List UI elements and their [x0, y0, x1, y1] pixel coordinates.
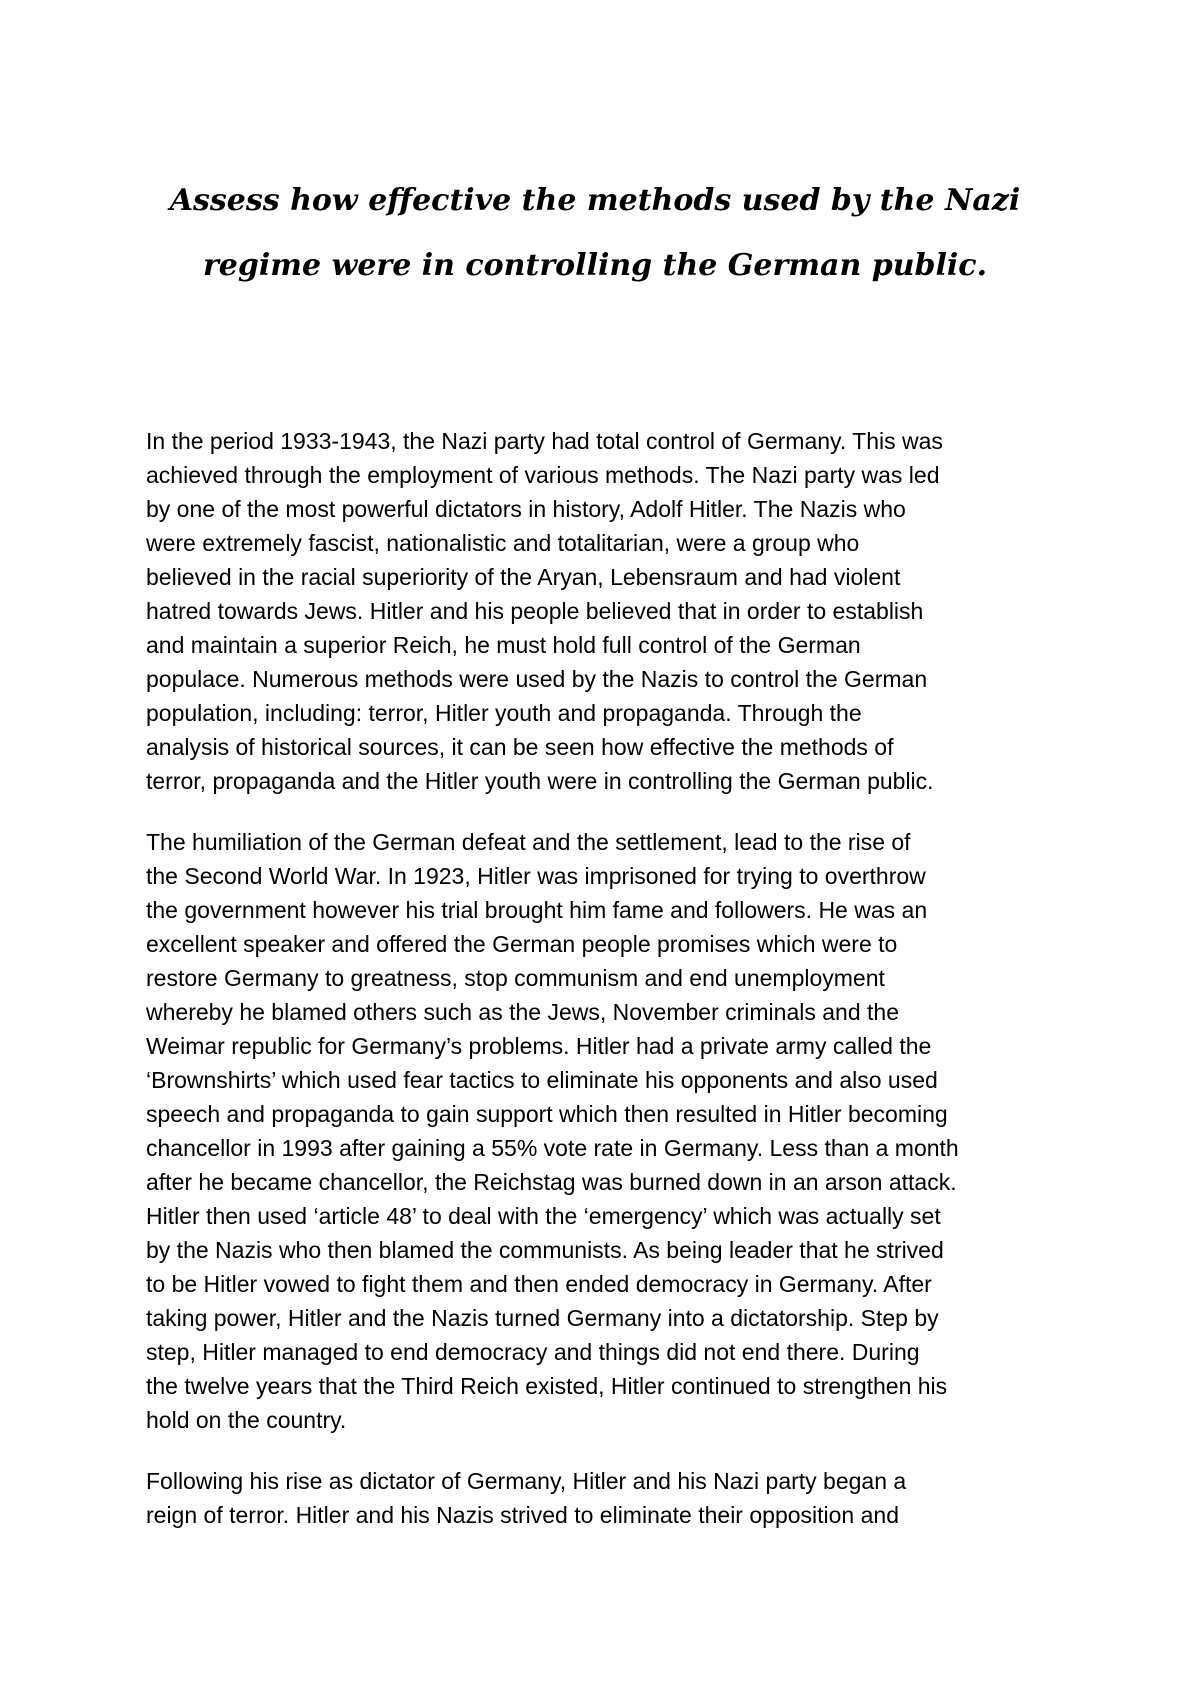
text-line: step, Hitler managed to end democracy and things did not end there. During: [146, 1339, 920, 1365]
text-line: whereby he blamed others such as the Jews, November criminals and the: [146, 999, 899, 1025]
essay-title: [145, 168, 1045, 298]
text-line: after he became chancellor, the Reichstag was burned down in an arson attack.: [146, 1169, 957, 1195]
text-line: by one of the most powerful dictators in history, Adolf Hitler. The Nazis who: [146, 496, 906, 522]
text-line: and maintain a superior Reich, he must hold full control of the German: [146, 632, 861, 658]
text-line: the government however his trial brought him fame and followers. He was an: [146, 897, 928, 923]
text-line: excellent speaker and offered the German people promises which were to: [146, 931, 898, 957]
text-line: terror, propaganda and the Hitler youth were in controlling the German public.: [146, 768, 934, 794]
text-line: were extremely fascist, nationalistic and totalitarian, were a group who: [146, 530, 860, 556]
text-line: achieved through the employment of various methods. The Nazi party was led: [146, 462, 940, 488]
text-line: the twelve years that the Third Reich existed, Hitler continued to strengthen his: [146, 1373, 948, 1399]
text-line: Hitler then used ‘article 48’ to deal with the ‘emergency’ which was actually set: [146, 1203, 941, 1229]
text-line: The humiliation of the German defeat and the settlement, lead to the rise of: [146, 829, 911, 855]
text-line: restore Germany to greatness, stop communism and end unemployment: [146, 965, 885, 991]
text-line: reign of terror. Hitler and his Nazis strived to eliminate their opposition and: [146, 1502, 899, 1528]
text-line: speech and propaganda to gain support which then resulted in Hitler becoming: [146, 1101, 948, 1127]
text-line: hatred towards Jews. Hitler and his people believed that in order to establish: [146, 598, 924, 624]
text-line: by the Nazis who then blamed the communists. As being leader that he strived: [146, 1237, 944, 1263]
text-line: to be Hitler vowed to fight them and then ended democracy in Germany. After: [146, 1271, 932, 1297]
paragraph-introduction: [146, 424, 1086, 798]
text-line: In the period 1933-1943, the Nazi party had total control of Germany. This was: [146, 428, 943, 454]
text-line: chancellor in 1993 after gaining a 55% vote rate in Germany. Less than a month: [146, 1135, 959, 1161]
essay-title-line: regime were in controlling the German public.: [202, 248, 988, 283]
text-line: hold on the country.: [146, 1407, 347, 1433]
text-line: population, including: terror, Hitler youth and propaganda. Through the: [146, 700, 862, 726]
text-line: populace. Numerous methods were used by the Nazis to control the German: [146, 666, 928, 692]
text-line: believed in the racial superiority of the Aryan, Lebensraum and had violent: [146, 564, 901, 590]
text-line: analysis of historical sources, it can be seen how effective the methods of: [146, 734, 894, 760]
text-line: ‘Brownshirts’ which used fear tactics to eliminate his opponents and also used: [146, 1067, 938, 1093]
paragraph-rise-to-power: [146, 825, 1086, 1437]
text-line: the Second World War. In 1923, Hitler was imprisoned for trying to overthrow: [146, 863, 926, 889]
essay-title-line: Assess how effective the methods used by the Nazi: [169, 183, 1021, 218]
paragraph-reign-of-terror: [146, 1464, 1086, 1532]
text-line: taking power, Hitler and the Nazis turned Germany into a dictatorship. Step by: [146, 1305, 939, 1331]
text-line: Following his rise as dictator of Germany, Hitler and his Nazi party began a: [146, 1468, 907, 1494]
text-line: Weimar republic for Germany’s problems. Hitler had a private army called the: [146, 1033, 932, 1059]
essay-body: [146, 424, 1086, 1559]
